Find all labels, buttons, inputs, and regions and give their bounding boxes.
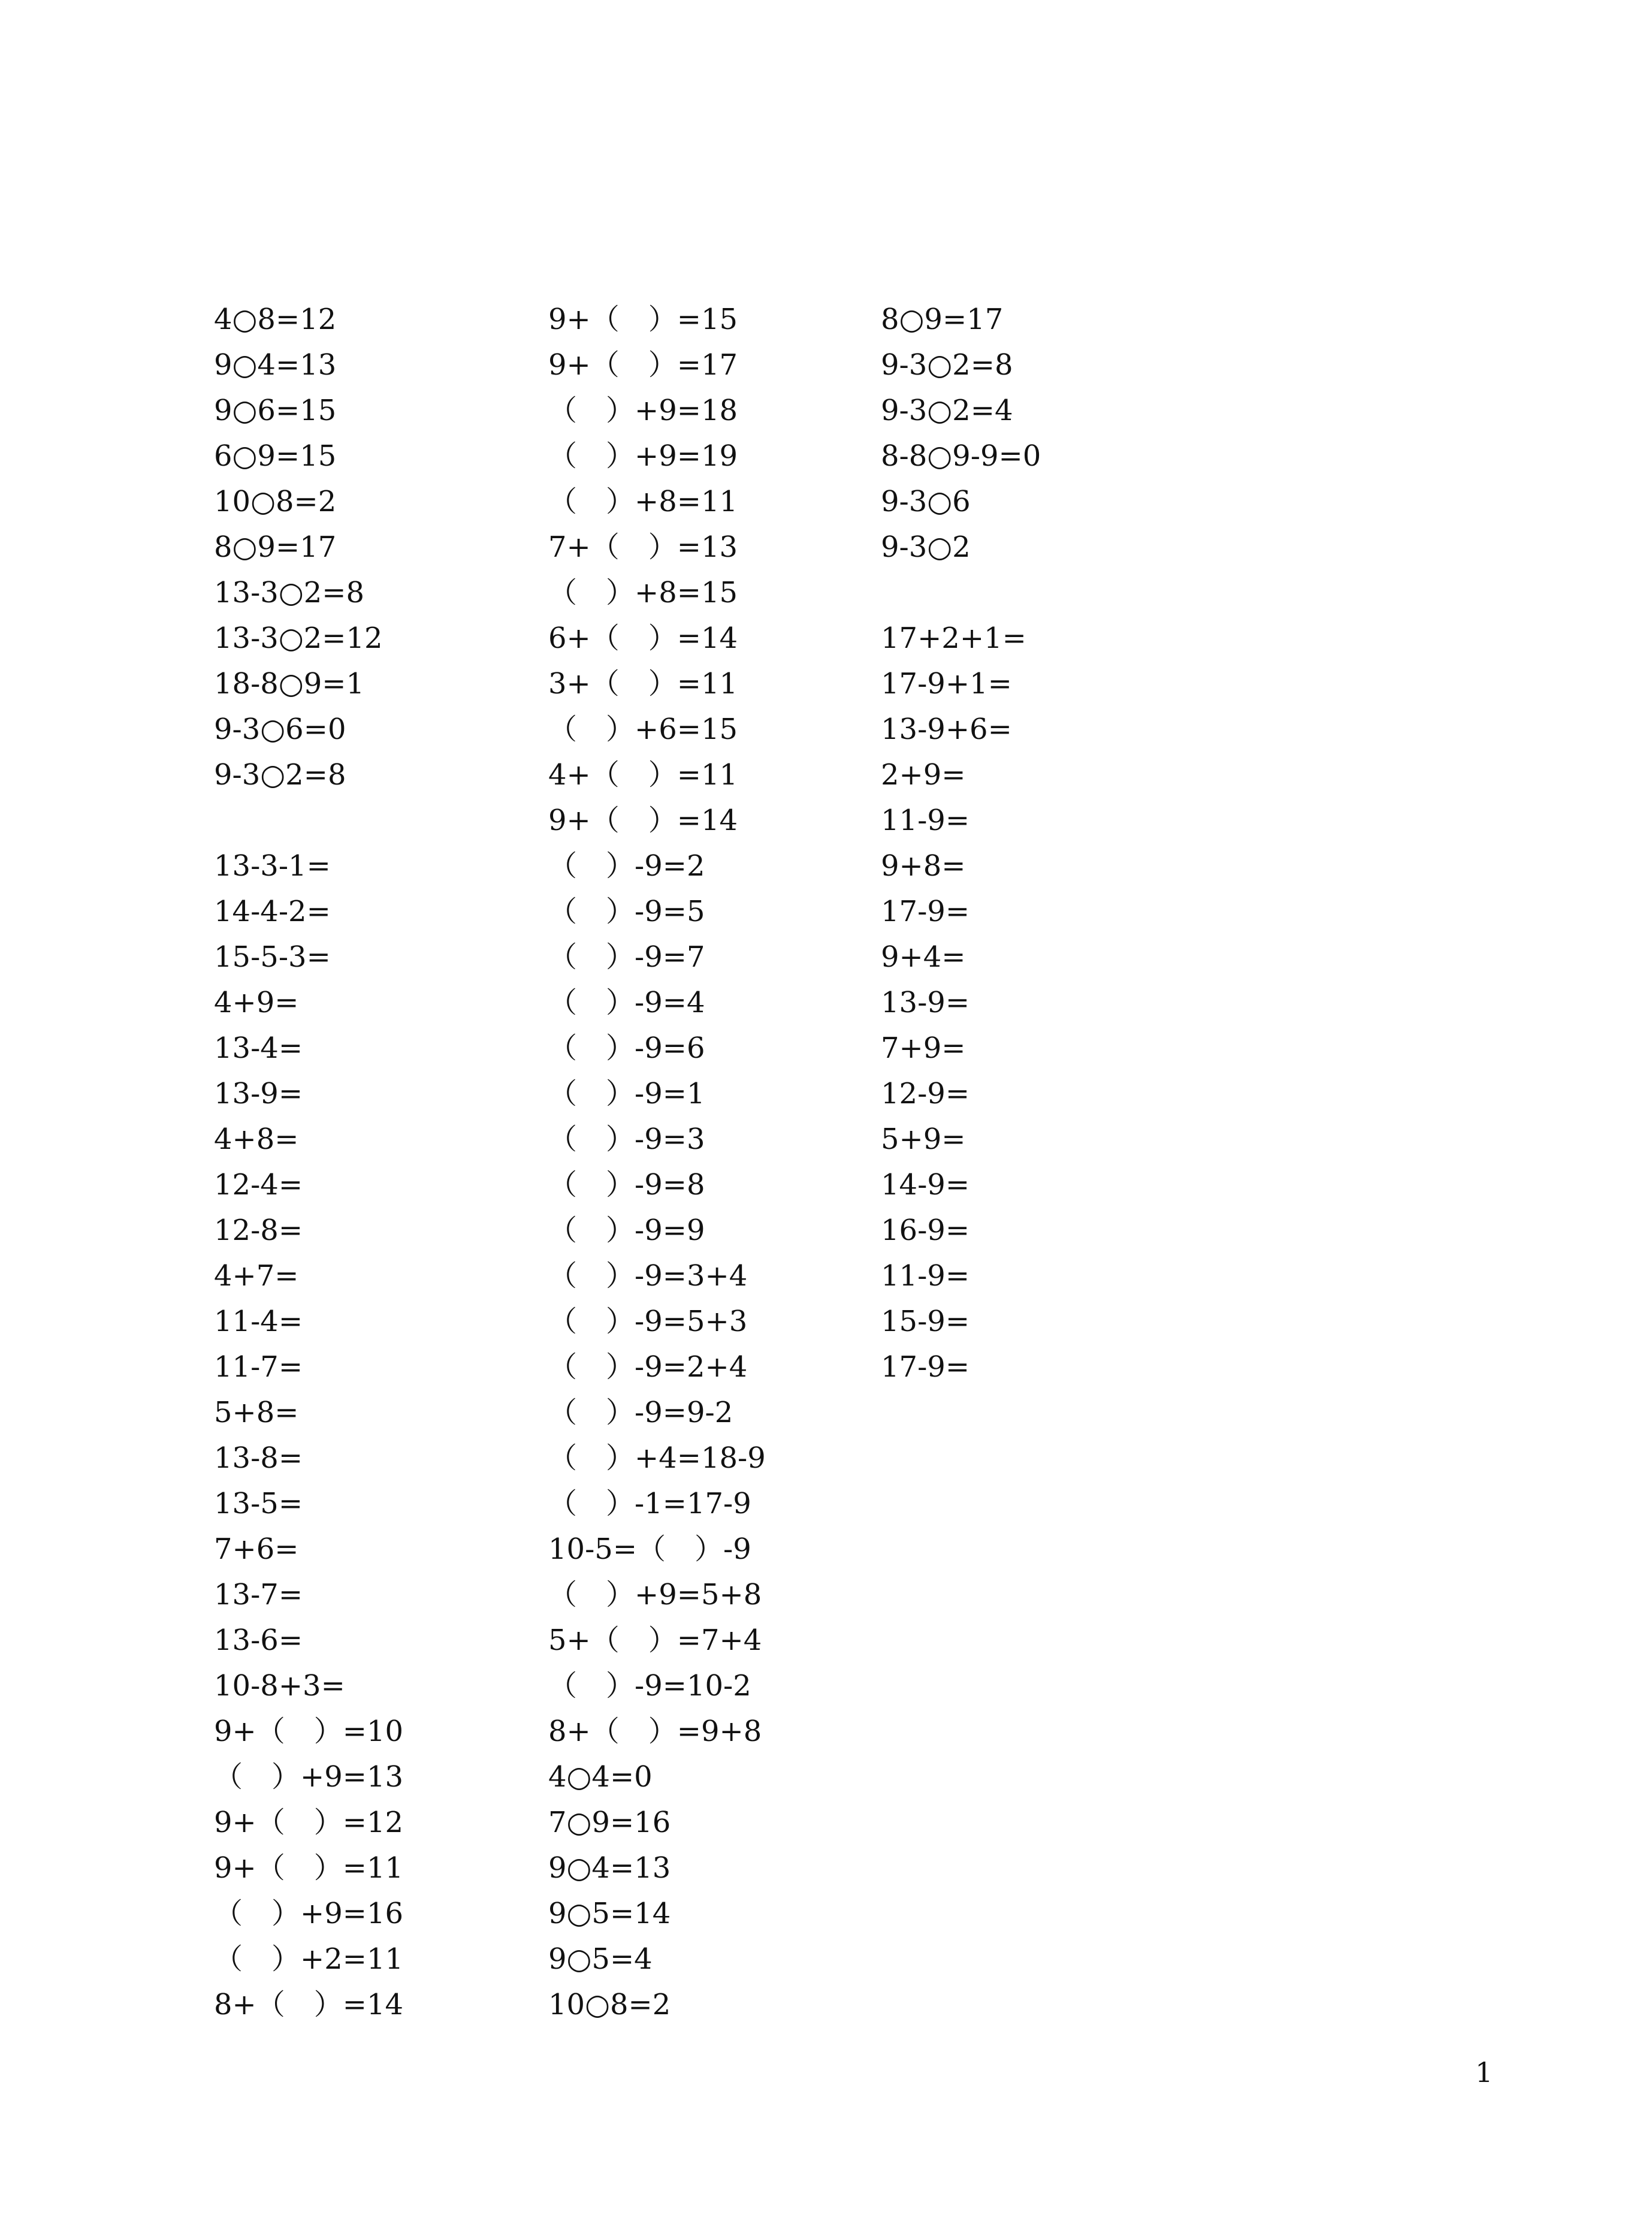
- exercise-line: 9○6=15: [214, 394, 337, 427]
- exercise-line: 7○9=16: [548, 1806, 671, 1839]
- exercise-line: （ ）-9=2+4: [548, 1350, 748, 1384]
- exercise-line: 11-4=: [214, 1305, 303, 1338]
- exercise-line: （ ）-9=9-2: [548, 1396, 733, 1429]
- exercise-line: （ ）+8=11: [548, 485, 738, 518]
- exercise-line: 12-4=: [214, 1168, 303, 1202]
- worksheet-column-3: [881, 303, 1204, 1396]
- exercise-line: 9○4=13: [548, 1851, 671, 1885]
- exercise-line: 4○4=0: [548, 1760, 653, 1794]
- blank-line: [881, 576, 1204, 621]
- exercise-line: （ ）+9=5+8: [548, 1578, 762, 1612]
- exercise-line: 10-5=（ ）-9: [548, 1532, 751, 1566]
- exercise-line: 13-3○2=8: [214, 576, 365, 609]
- exercise-line: 11-7=: [214, 1350, 303, 1384]
- exercise-line: 9+（ ）=14: [548, 804, 738, 837]
- exercise-line: （ ）+4=18-9: [548, 1441, 766, 1475]
- exercise-line: 8-8○9-9=0: [881, 439, 1041, 473]
- exercise-line: 8+（ ）=9+8: [548, 1715, 762, 1748]
- exercise-line: （ ）-1=17-9: [548, 1487, 751, 1520]
- worksheet-column-1: [214, 303, 537, 2033]
- exercise-line: （ ）-9=3+4: [548, 1259, 748, 1293]
- exercise-line: 7+9=: [881, 1031, 966, 1065]
- worksheet-column-2: [548, 303, 872, 2033]
- exercise-line: 14-4-2=: [214, 895, 331, 928]
- exercise-line: 8○9=17: [881, 303, 1004, 336]
- exercise-line: 13-9=: [881, 986, 970, 1019]
- exercise-line: 9+（ ）=12: [214, 1806, 404, 1839]
- exercise-line: （ ）+9=19: [548, 439, 738, 473]
- exercise-line: 9-3○2=8: [214, 758, 346, 792]
- exercise-line: 10-8+3=: [214, 1669, 345, 1703]
- exercise-line: 14-9=: [881, 1168, 970, 1202]
- exercise-line: 13-9=: [214, 1077, 303, 1111]
- exercise-line: 10○8=2: [548, 1988, 671, 2021]
- exercise-line: 5+（ ）=7+4: [548, 1624, 762, 1657]
- exercise-line: 5+9=: [881, 1122, 966, 1156]
- exercise-line: 17+2+1=: [881, 621, 1026, 655]
- exercise-line: 9○5=14: [548, 1897, 671, 1930]
- exercise-line: （ ）-9=2: [548, 849, 705, 883]
- exercise-line: 13-7=: [214, 1578, 303, 1612]
- exercise-line: 8+（ ）=14: [214, 1988, 404, 2021]
- exercise-line: 13-5=: [214, 1487, 303, 1520]
- exercise-line: 9+（ ）=10: [214, 1715, 404, 1748]
- exercise-line: 9-3○2=8: [881, 348, 1013, 382]
- exercise-line: 12-9=: [881, 1077, 970, 1111]
- exercise-line: 12-8=: [214, 1214, 303, 1247]
- exercise-line: 5+8=: [214, 1396, 299, 1429]
- exercise-line: （ ）-9=8: [548, 1168, 705, 1202]
- exercise-line: （ ）-9=4: [548, 986, 705, 1019]
- exercise-line: 9○5=4: [548, 1942, 653, 1976]
- exercise-line: 4+8=: [214, 1122, 299, 1156]
- exercise-line: 4+9=: [214, 986, 299, 1019]
- blank-line: [214, 804, 537, 849]
- exercise-line: （ ）-9=5+3: [548, 1305, 748, 1338]
- exercise-line: 3+（ ）=11: [548, 667, 738, 701]
- exercise-line: 11-9=: [881, 1259, 970, 1293]
- exercise-line: （ ）-9=9: [548, 1214, 705, 1247]
- exercise-line: 16-9=: [881, 1214, 970, 1247]
- exercise-line: 9+（ ）=17: [548, 348, 738, 382]
- exercise-line: 8○9=17: [214, 530, 337, 564]
- exercise-line: 9-3○6: [881, 485, 971, 518]
- exercise-line: 13-3-1=: [214, 849, 331, 883]
- exercise-line: 6○9=15: [214, 439, 337, 473]
- exercise-line: （ ）+9=18: [548, 394, 738, 427]
- exercise-line: 6+（ ）=14: [548, 621, 738, 655]
- exercise-line: 17-9=: [881, 895, 970, 928]
- exercise-line: （ ）-9=10-2: [548, 1669, 751, 1703]
- exercise-line: 9+8=: [881, 849, 966, 883]
- exercise-line: （ ）-9=7: [548, 940, 705, 974]
- exercise-line: 4+（ ）=11: [548, 758, 738, 792]
- exercise-line: 10○8=2: [214, 485, 337, 518]
- exercise-line: 15-9=: [881, 1305, 970, 1338]
- exercise-line: 9+4=: [881, 940, 966, 974]
- exercise-line: 17-9=: [881, 1350, 970, 1384]
- exercise-line: （ ）-9=5: [548, 895, 705, 928]
- exercise-line: 13-6=: [214, 1624, 303, 1657]
- exercise-line: 9○4=13: [214, 348, 337, 382]
- exercise-line: 18-8○9=1: [214, 667, 365, 701]
- exercise-line: 13-4=: [214, 1031, 303, 1065]
- exercise-line: （ ）+8=15: [548, 576, 738, 609]
- exercise-line: 13-8=: [214, 1441, 303, 1475]
- exercise-line: 15-5-3=: [214, 940, 331, 974]
- exercise-line: （ ）+2=11: [214, 1942, 404, 1976]
- exercise-line: 2+9=: [881, 758, 966, 792]
- exercise-line: 13-3○2=12: [214, 621, 383, 655]
- exercise-line: 7+（ ）=13: [548, 530, 738, 564]
- exercise-line: （ ）-9=3: [548, 1122, 705, 1156]
- exercise-line: 9+（ ）=15: [548, 303, 738, 336]
- exercise-line: 4+7=: [214, 1259, 299, 1293]
- exercise-line: 9-3○2=4: [881, 394, 1013, 427]
- exercise-line: 4○8=12: [214, 303, 337, 336]
- page-number: 1: [1475, 2056, 1493, 2089]
- exercise-line: 7+6=: [214, 1532, 299, 1566]
- exercise-line: 9-3○6=0: [214, 713, 346, 746]
- exercise-line: 17-9+1=: [881, 667, 1012, 701]
- exercise-line: （ ）-9=1: [548, 1077, 705, 1111]
- exercise-line: （ ）+9=13: [214, 1760, 404, 1794]
- exercise-line: 11-9=: [881, 804, 970, 837]
- exercise-line: （ ）+9=16: [214, 1897, 404, 1930]
- exercise-line: （ ）-9=6: [548, 1031, 705, 1065]
- exercise-line: （ ）+6=15: [548, 713, 738, 746]
- exercise-line: 13-9+6=: [881, 713, 1012, 746]
- exercise-line: 9+（ ）=11: [214, 1851, 404, 1885]
- exercise-line: 9-3○2: [881, 530, 971, 564]
